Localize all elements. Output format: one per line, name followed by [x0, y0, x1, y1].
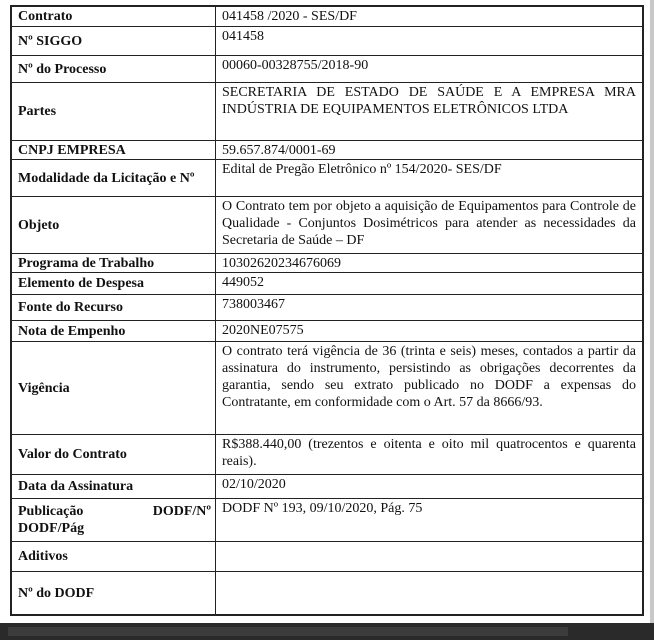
label-modalidade: Modalidade da Licitação e Nº	[12, 160, 216, 197]
value-aditivos	[216, 542, 643, 572]
value-programa: 10302620234676069	[216, 254, 643, 273]
value-publicacao: DODF Nº 193, 09/10/2020, Pág. 75	[216, 499, 643, 542]
row-processo	[12, 56, 643, 83]
label-cnpj: CNPJ EMPRESA	[12, 141, 216, 160]
label-vigencia: Vigência	[12, 342, 216, 435]
value-processo: 00060-00328755/2018-90	[216, 56, 643, 83]
label-processo: Nº do Processo	[12, 56, 216, 83]
contract-table	[11, 6, 643, 615]
row-valor	[12, 435, 643, 475]
row-contrato	[12, 7, 643, 27]
value-vigencia: O contrato terá vigência de 36 (trinta e seis) meses, contados a partir da assinatura do instrumento, persistindo as obrigações decorrentes da garantia, sendo seu extrato publicado no DODF a expensas do Contratante, em conformidade com o Art. 57 da 8666/93.	[216, 342, 643, 435]
label-data-assinatura: Data da Assinatura	[12, 475, 216, 499]
row-siggo	[12, 27, 643, 56]
label-siggo: Nº SIGGO	[12, 27, 216, 56]
value-cnpj: 59.657.874/0001-69	[216, 141, 643, 160]
row-data-assinatura	[12, 475, 643, 499]
label-empenho: Nota de Empenho	[12, 321, 216, 342]
value-partes: SECRETARIA DE ESTADO DE SAÚDE E A EMPRESA MRA INDÚSTRIA DE EQUIPAMENTOS ELETRÔNICOS LTDA	[216, 83, 643, 141]
label-valor: Valor do Contrato	[12, 435, 216, 475]
label-fonte: Fonte do Recurso	[12, 295, 216, 321]
row-partes	[12, 83, 643, 141]
label-contrato: Contrato	[12, 7, 216, 27]
scrollbar-thumb[interactable]	[8, 627, 568, 636]
label-objeto: Objeto	[12, 197, 216, 254]
value-contrato: 041458 /2020 - SES/DF	[216, 7, 643, 27]
value-modalidade: Edital de Pregão Eletrônico nº 154/2020- SES/DF	[216, 160, 643, 197]
value-data-assinatura: 02/10/2020	[216, 475, 643, 499]
row-elemento	[12, 273, 643, 295]
value-fonte: 738003467	[216, 295, 643, 321]
row-vigencia	[12, 342, 643, 435]
row-objeto	[12, 197, 643, 254]
row-programa	[12, 254, 643, 273]
label-aditivos: Aditivos	[12, 542, 216, 572]
horizontal-scrollbar[interactable]	[0, 623, 654, 640]
value-empenho: 2020NE07575	[216, 321, 643, 342]
value-valor: R$388.440,00 (trezentos e oitenta e oito mil quatrocentos e quarenta reais).	[216, 435, 643, 475]
row-fonte	[12, 295, 643, 321]
label-programa: Programa de Trabalho	[12, 254, 216, 273]
value-objeto: O Contrato tem por objeto a aquisição de Equipamentos para Controle de Qualidade - Conjuntos Dosimétricos para atender as necessidades da Secretaria de Saúde – DF	[216, 197, 643, 254]
row-empenho	[12, 321, 643, 342]
window-edge	[650, 0, 654, 640]
label-publicacao: Publicação DODF/Nº DODF/Pág	[12, 499, 216, 542]
label-dodf: Nº do DODF	[12, 572, 216, 615]
row-cnpj	[12, 141, 643, 160]
value-elemento: 449052	[216, 273, 643, 295]
value-dodf	[216, 572, 643, 615]
row-dodf	[12, 572, 643, 615]
row-modalidade	[12, 160, 643, 197]
contract-summary-document	[10, 5, 644, 616]
label-partes: Partes	[12, 83, 216, 141]
row-publicacao	[12, 499, 643, 542]
row-aditivos	[12, 542, 643, 572]
label-elemento: Elemento de Despesa	[12, 273, 216, 295]
value-siggo: 041458	[216, 27, 643, 56]
